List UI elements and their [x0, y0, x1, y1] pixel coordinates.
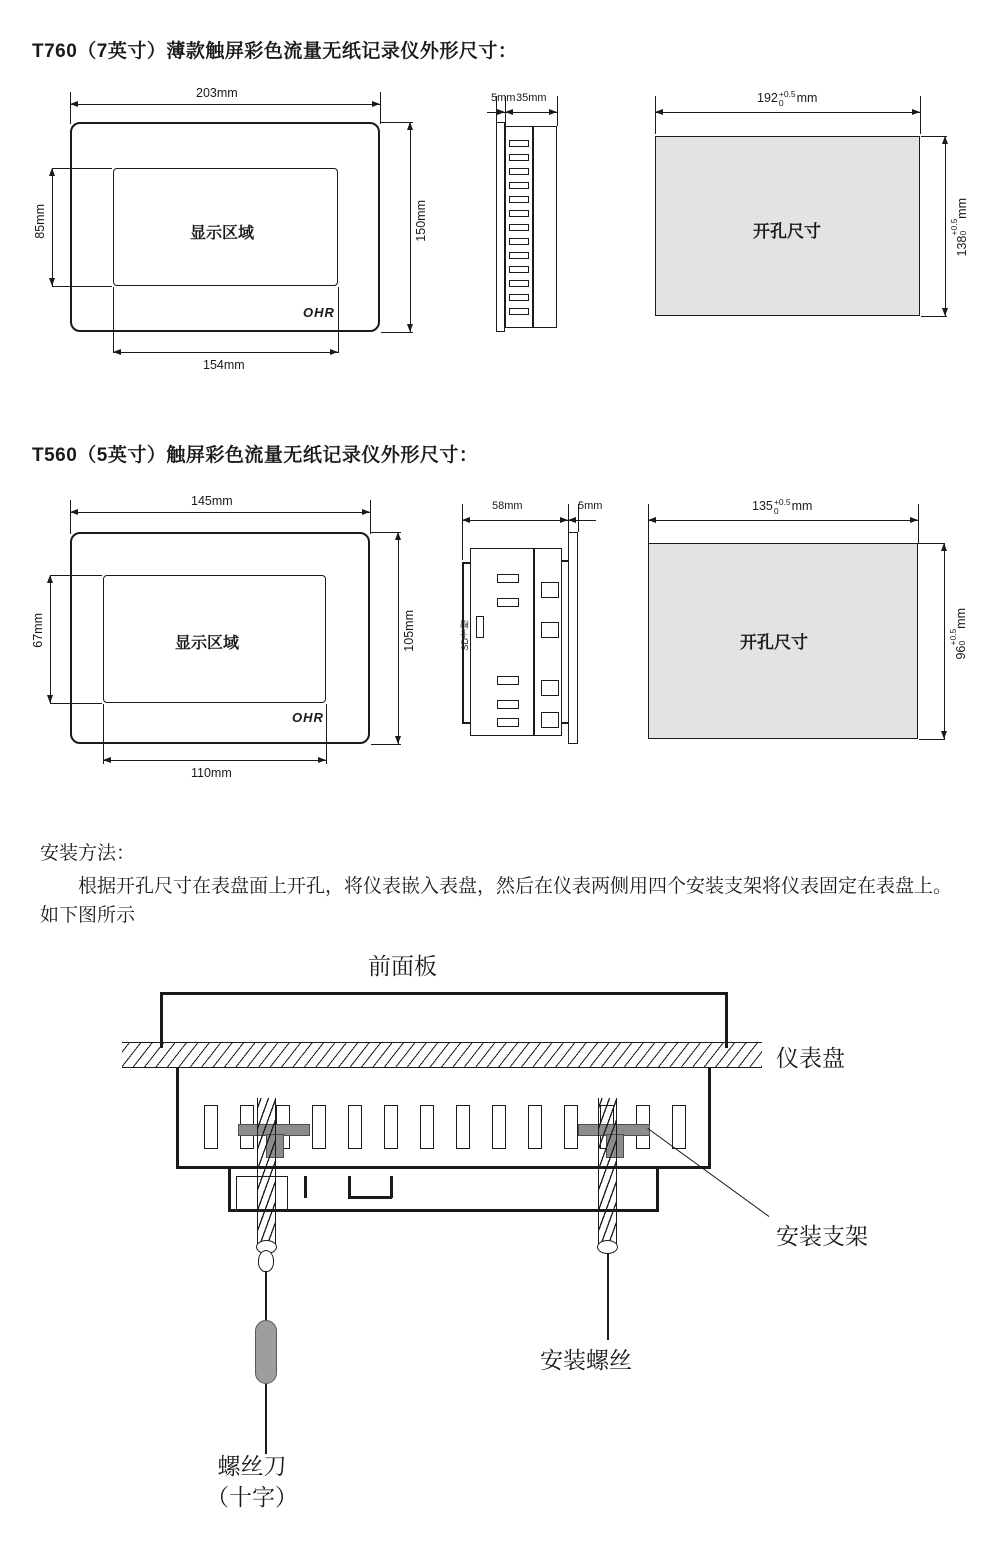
- t560-side-neck-bottom: [562, 722, 568, 724]
- t760-dim-depth-front-text: 5mm: [491, 92, 516, 104]
- t560-dim-depth-body-line: [462, 520, 568, 521]
- t560-dim-height-outer-arrow-up: [395, 532, 401, 540]
- t760-cutout-height-unit: mm: [955, 198, 970, 219]
- t560-cutout-width-unit: mm: [791, 499, 813, 514]
- t760-dim-width-inner-arrow-right: [330, 349, 338, 355]
- t760-dim-depth-body-arrow-left: [505, 109, 513, 115]
- t560-cutout-dim-width-arrow-left: [648, 517, 656, 523]
- t760-dim-width-outer-arrow-right: [372, 101, 380, 107]
- t760-dim-width-inner-arrow-left: [113, 349, 121, 355]
- t560-cutout-label: 开孔尺寸: [740, 633, 808, 653]
- t760-cutout-width-tolerance: +0.5 0: [778, 89, 796, 108]
- t760-ext-inner-right-bottom: [338, 287, 339, 353]
- t560-dim-width-inner-line: [103, 760, 326, 761]
- t760-dim-height-inner-line: [52, 168, 53, 286]
- t560-dim-width-outer-arrow-right: [362, 509, 370, 515]
- t560-dim-depth-front-arrow: [568, 517, 576, 523]
- t560-dim-height-inner-arrow-down: [47, 695, 53, 703]
- t560-dim-depth-front-text: 5mm: [578, 500, 603, 512]
- t760-cutout-dim-height-arrow-up: [942, 136, 948, 144]
- assembly-front-panel-right: [725, 992, 728, 1048]
- assembly-screw-right-head: [597, 1240, 618, 1254]
- t560-cutout-dim-height-line: [944, 543, 945, 739]
- assembly-screw-leader-line: [607, 1254, 609, 1340]
- t760-dim-height-outer-text: 150mm: [414, 200, 428, 242]
- assembly-front-panel-left: [160, 992, 163, 1048]
- t560-dim-height-inner-text: 67mm: [31, 613, 45, 648]
- t760-side-body-divider: [532, 126, 534, 328]
- assembly-screw-left: [257, 1098, 276, 1246]
- t560-dim-width-outer-arrow-left: [70, 509, 78, 515]
- t760-side-ext-3: [557, 96, 558, 126]
- t760-cutout-height-tolerance: +0.5 0: [949, 218, 968, 236]
- t560-ext-line-bottom-right: [371, 744, 401, 745]
- assembly-meter-board-label: 仪表盘: [776, 1046, 845, 1072]
- t560-side-back-cap-bottom: [462, 722, 471, 724]
- t560-display-label: 显示区域: [175, 633, 240, 652]
- t560-cutout-ext-bottom: [919, 739, 945, 740]
- t560-sd-slot-label: SD卡槽: [460, 620, 470, 651]
- t760-cutout-dim-height-text: [949, 198, 969, 256]
- t560-dim-width-outer-text: 145mm: [191, 494, 233, 508]
- t560-dim-height-outer-text: 105mm: [402, 610, 416, 652]
- t760-side-bezel: [496, 122, 505, 332]
- t560-dim-height-inner-arrow-up: [47, 575, 53, 583]
- t760-brand-logo: OHR: [303, 305, 335, 320]
- t760-ext-line-bottom-right: [381, 332, 413, 333]
- assembly-screw-label: 安装螺丝: [540, 1348, 632, 1374]
- t760-dim-depth-body-text: 35mm: [516, 92, 547, 104]
- assembly-body-right: [708, 1068, 711, 1168]
- t760-cutout-dim-height-arrow-down: [942, 308, 948, 316]
- t760-dim-width-outer-text: 203mm: [196, 86, 238, 100]
- t560-ext-line-left-top: [70, 500, 71, 534]
- t560-cutout-dim-width-text: [752, 498, 812, 516]
- assembly-rear-notch-1: [304, 1176, 307, 1198]
- t560-cutout-dim-height-text: [948, 608, 968, 660]
- t760-cutout-dim-width-arrow-right: [912, 109, 920, 115]
- t760-ext-line-inner-bottom: [52, 286, 112, 287]
- install-heading: 安装方法：: [40, 842, 136, 864]
- t560-ext-line-top-right: [371, 532, 401, 533]
- t760-dim-width-inner-text: 154mm: [203, 358, 245, 372]
- assembly-rear-notch-4: [390, 1176, 393, 1198]
- t560-ext-line-right-top: [370, 500, 371, 534]
- t560-side-ext-1: [462, 504, 463, 560]
- t560-dim-depth-body-arrow-left: [462, 517, 470, 523]
- assembly-driver-label-line1: 螺丝刀: [217, 1454, 287, 1480]
- t560-cutout-ext-top: [919, 543, 945, 544]
- t760-cutout-dim-width-line: [655, 112, 920, 113]
- t560-side-bezel: [568, 532, 578, 744]
- t560-cutout-dim-width-line: [648, 520, 918, 521]
- t760-dim-depth-front-arrow: [497, 109, 505, 115]
- t560-cutout-ext-right: [918, 504, 919, 544]
- t760-ext-line-top-right: [381, 122, 413, 123]
- t560-cutout-dim-height-arrow-down: [941, 731, 947, 739]
- t560-cutout-dim-height-arrow-up: [941, 543, 947, 551]
- section-title-t560: T560（5英寸）触屏彩色流量无纸记录仪外形尺寸：: [32, 445, 479, 466]
- t560-cutout-dim-width-arrow-right: [910, 517, 918, 523]
- t560-dim-depth-body-text: 58mm: [492, 500, 523, 512]
- assembly-rear-right: [656, 1166, 659, 1212]
- t560-dim-height-inner-line: [50, 575, 51, 703]
- t560-ext-inner-left-bottom: [103, 704, 104, 764]
- t760-cutout-ext-right: [920, 96, 921, 134]
- assembly-driver-tip: [258, 1250, 274, 1272]
- t560-dim-height-outer-line: [398, 532, 399, 744]
- t760-cutout-dim-width-arrow-left: [655, 109, 663, 115]
- t760-cutout-height-value: 138: [955, 235, 970, 257]
- t760-cutout-ext-left: [655, 96, 656, 134]
- t560-side-neck-top: [562, 560, 568, 562]
- t560-ext-inner-right-bottom: [326, 704, 327, 764]
- assembly-driver-label-line2: （十字）: [206, 1485, 298, 1512]
- t560-dim-width-outer-line: [70, 512, 370, 513]
- t560-cutout-ext-left: [648, 504, 649, 544]
- t560-dim-height-outer-arrow-down: [395, 736, 401, 744]
- assembly-rear-left: [228, 1166, 231, 1212]
- t760-cutout-width-value: 192: [757, 91, 778, 106]
- assembly-front-panel-top: [160, 992, 728, 995]
- t760-dim-height-inner-arrow-down: [49, 278, 55, 286]
- t560-dim-width-inner-text: 110mm: [191, 766, 232, 780]
- t760-cutout-width-unit: mm: [796, 91, 818, 106]
- t760-ext-line-left-top: [70, 92, 71, 124]
- t560-side-body-divider: [533, 548, 535, 736]
- t760-dim-height-outer-arrow-down: [407, 324, 413, 332]
- t760-cutout-dim-width-text: [757, 90, 817, 108]
- t760-dim-height-inner-arrow-up: [49, 168, 55, 176]
- t560-sd-card-slot: [476, 616, 484, 638]
- t760-display-label: 显示区域: [190, 223, 255, 242]
- t760-dim-width-outer-line: [70, 104, 380, 105]
- t560-cutout-height-unit: mm: [954, 608, 969, 629]
- t760-dim-height-outer-line: [410, 122, 411, 332]
- assembly-driver-label: [206, 1452, 298, 1514]
- t760-cutout-label: 开孔尺寸: [753, 222, 821, 242]
- t560-dim-width-inner-arrow-right: [318, 757, 326, 763]
- t560-cutout-width-tolerance: +0.5 0: [773, 497, 791, 516]
- t560-brand-logo: OHR: [292, 710, 324, 725]
- t560-cutout-height-value: 96: [954, 645, 969, 660]
- assembly-body-left: [176, 1068, 179, 1168]
- install-body-text: 根据开孔尺寸在表盘面上开孔，将仪表嵌入表盘，然后在仪表两侧用四个安装支架将仪表固定在表盘上。如下图所示: [40, 875, 953, 927]
- t560-dim-depth-body-arrow-right: [560, 517, 568, 523]
- t760-dim-height-outer-arrow-up: [407, 122, 413, 130]
- t760-cutout-ext-bottom: [921, 316, 947, 317]
- assembly-front-panel-label: 前面板: [368, 954, 437, 980]
- section-title-t760: T760（7英寸）薄款触屏彩色流量无纸记录仪外形尺寸：: [32, 41, 518, 62]
- t760-ext-inner-left-bottom: [113, 287, 114, 353]
- assembly-rear-bottom: [228, 1209, 659, 1212]
- assembly-rear-notch-2: [348, 1176, 351, 1198]
- assembly-rear-notch-3: [348, 1196, 392, 1199]
- t760-cutout-dim-height-line: [945, 136, 946, 316]
- assembly-driver-grip: [255, 1320, 277, 1384]
- t560-dim-width-inner-arrow-left: [103, 757, 111, 763]
- t560-cutout-width-value: 135: [752, 499, 773, 514]
- t760-dim-depth-body-arrow-right: [549, 109, 557, 115]
- t760-dim-width-outer-arrow-left: [70, 101, 78, 107]
- assembly-meter-board: [122, 1042, 762, 1068]
- t560-cutout-height-tolerance: +0.5 0: [948, 628, 967, 646]
- t760-dim-width-inner-line: [113, 352, 338, 353]
- t760-cutout-ext-top: [921, 136, 947, 137]
- assembly-screw-right: [598, 1098, 617, 1246]
- t760-ext-line-inner-top: [52, 168, 112, 169]
- t560-ext-line-inner-bottom: [50, 703, 102, 704]
- assembly-bracket-label: 安装支架: [776, 1224, 868, 1250]
- t760-ext-line-right-top: [380, 92, 381, 124]
- t760-dim-height-inner-text: 85mm: [33, 204, 47, 239]
- t560-ext-line-inner-top: [50, 575, 102, 576]
